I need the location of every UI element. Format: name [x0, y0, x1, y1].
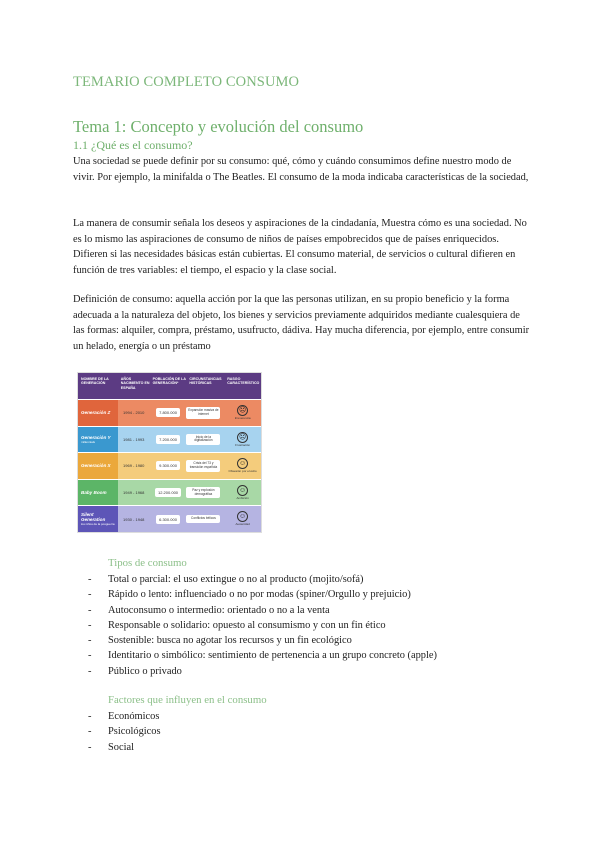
generation-name: Silent Generation: [81, 512, 106, 523]
factores-list: [88, 709, 161, 755]
generation-years: 1994 - 2010: [123, 410, 145, 416]
generation-name: Generación Z: [81, 410, 111, 416]
generation-years: 1969 - 1980: [123, 463, 145, 469]
list-item: - Público o privado: [88, 664, 437, 679]
generation-row: [78, 479, 261, 506]
paragraph-society: Una sociedad se puede definir por su consumo: qué, cómo y cuándo consumimos define nuestro modo de vivir. Por ejemplo, la minifalda o The Beatles. El consumo de la moda indicaba características de la sociedad,: [73, 156, 529, 183]
list-item: - Sostenible: busca no agotar los recursos y un fin ecológico: [88, 633, 437, 648]
list-item: - Identitario o simbólico: sentimiento de pertenencia a un grupo concreto (apple): [88, 648, 437, 663]
header-cell: POBLACIÓN DE LA GENERACIÓN*: [152, 377, 186, 386]
header-cell: CIRCUNSTANCIAS HISTÓRICAS: [189, 377, 222, 386]
list-item: - Responsable o solidario: opuesto al consumismo y con un fin ético: [88, 618, 437, 633]
header-cell: AÑOS NACIMIENTO EN ESPAÑA: [120, 377, 150, 390]
generation-population: 6.300.000: [156, 515, 180, 524]
generation-circumstances: Crisis del 73 y transición española: [186, 460, 220, 472]
generations-table-image: [77, 372, 262, 533]
header-cell: NOMBRE DE LA GENERACIÓN: [81, 377, 109, 386]
tipos-list: [88, 572, 437, 679]
generation-trait: Obsesión por el éxito: [228, 469, 257, 474]
generation-name: Generación X: [81, 463, 111, 469]
generation-row: [78, 505, 261, 532]
generation-trait: Ambición: [236, 495, 249, 500]
list-item: - Rápido o lento: influenciado o no por modas (spiner/Orgullo y prejuicio): [88, 587, 437, 602]
generation-trait: Irreverencia: [234, 416, 251, 421]
generation-years: 1981 - 1993: [123, 436, 145, 442]
paragraph-definition: Definición de consumo: aquella acción por la que las personas utilizan, en su propio beneficio y la forma adecuada a la naturaleza del objeto, los bienes y servicios previamente adquiridos mediante cualesquiera de las formas: alquiler, compra, préstamo, usufructo, dádiva. Hay mucha diferencia, por ejemplo, entre consumir un helado, energía o un préstamo: [73, 294, 530, 352]
section-heading: 1.1 ¿Qué es el consumo?: [73, 138, 193, 152]
generation-circumstances: Paz y explosión demográfica: [186, 487, 220, 499]
face-icon: ☺: [239, 513, 247, 521]
factores-heading: Factores que influyen en el consumo: [108, 694, 267, 706]
generation-row: [78, 452, 261, 479]
list-item: - Social: [88, 740, 161, 755]
generation-years: 1949 - 1968: [123, 490, 145, 496]
generation-population: 7.200.000: [156, 435, 180, 444]
list-item: - Autoconsumo o intermedio: orientado o no a la venta: [88, 603, 437, 618]
generation-trait: Austeridad: [235, 522, 250, 527]
generation-row: [78, 426, 261, 453]
generation-name: Generación Y: [81, 434, 111, 440]
face-icon: ☺: [239, 486, 247, 494]
generation-row: [78, 399, 261, 426]
document-title: TEMARIO COMPLETO CONSUMO: [73, 74, 300, 90]
generation-sub: millennials: [81, 439, 96, 444]
tipos-heading: Tipos de consumo: [108, 557, 187, 569]
topic-heading: Tema 1: Concepto y evolución del consumo: [73, 117, 364, 136]
generation-population: 12.200.000: [155, 488, 181, 497]
list-item: - Económicos: [88, 709, 161, 724]
generation-years: 1930 - 1948: [123, 516, 145, 522]
generation-sub: los niños de la posguerra: [81, 522, 115, 527]
face-icon: ☺: [239, 460, 247, 468]
generation-population: 9.300.000: [156, 461, 180, 470]
generation-circumstances: Expansión masiva de internet: [186, 407, 220, 419]
list-item: - Total o parcial: el uso extingue o no al producto (mojito/sofá): [88, 572, 437, 587]
generation-circumstances: Conflictos bélicos: [186, 515, 220, 523]
paragraph-aspirations: La manera de consumir señala los deseos y aspiraciones de la cindadanía, Muestra cómo es una sociedad. No es lo mismo las aspiraciones de consumo de niños de países empobrecidos que de países enriquecidos. Difieren si las necesidades básicas están cubiertas. El consumo material, de servicios o cultural difieren en función de tres variables: el tiempo, el espacio y la clase social.: [73, 218, 527, 276]
generations-table-header: [78, 373, 261, 399]
list-item: - Psicológicos: [88, 724, 161, 739]
generation-circumstances: Inicio de la digitalización: [186, 434, 220, 446]
generation-name: Baby Boom: [81, 490, 107, 496]
face-icon: ☹: [238, 407, 247, 415]
generation-trait: Frustración: [235, 442, 251, 447]
face-icon: ☹: [238, 433, 247, 441]
header-cell: RASGO CARACTERÍSTICO: [227, 377, 260, 386]
generation-population: 7.800.000: [156, 408, 180, 417]
